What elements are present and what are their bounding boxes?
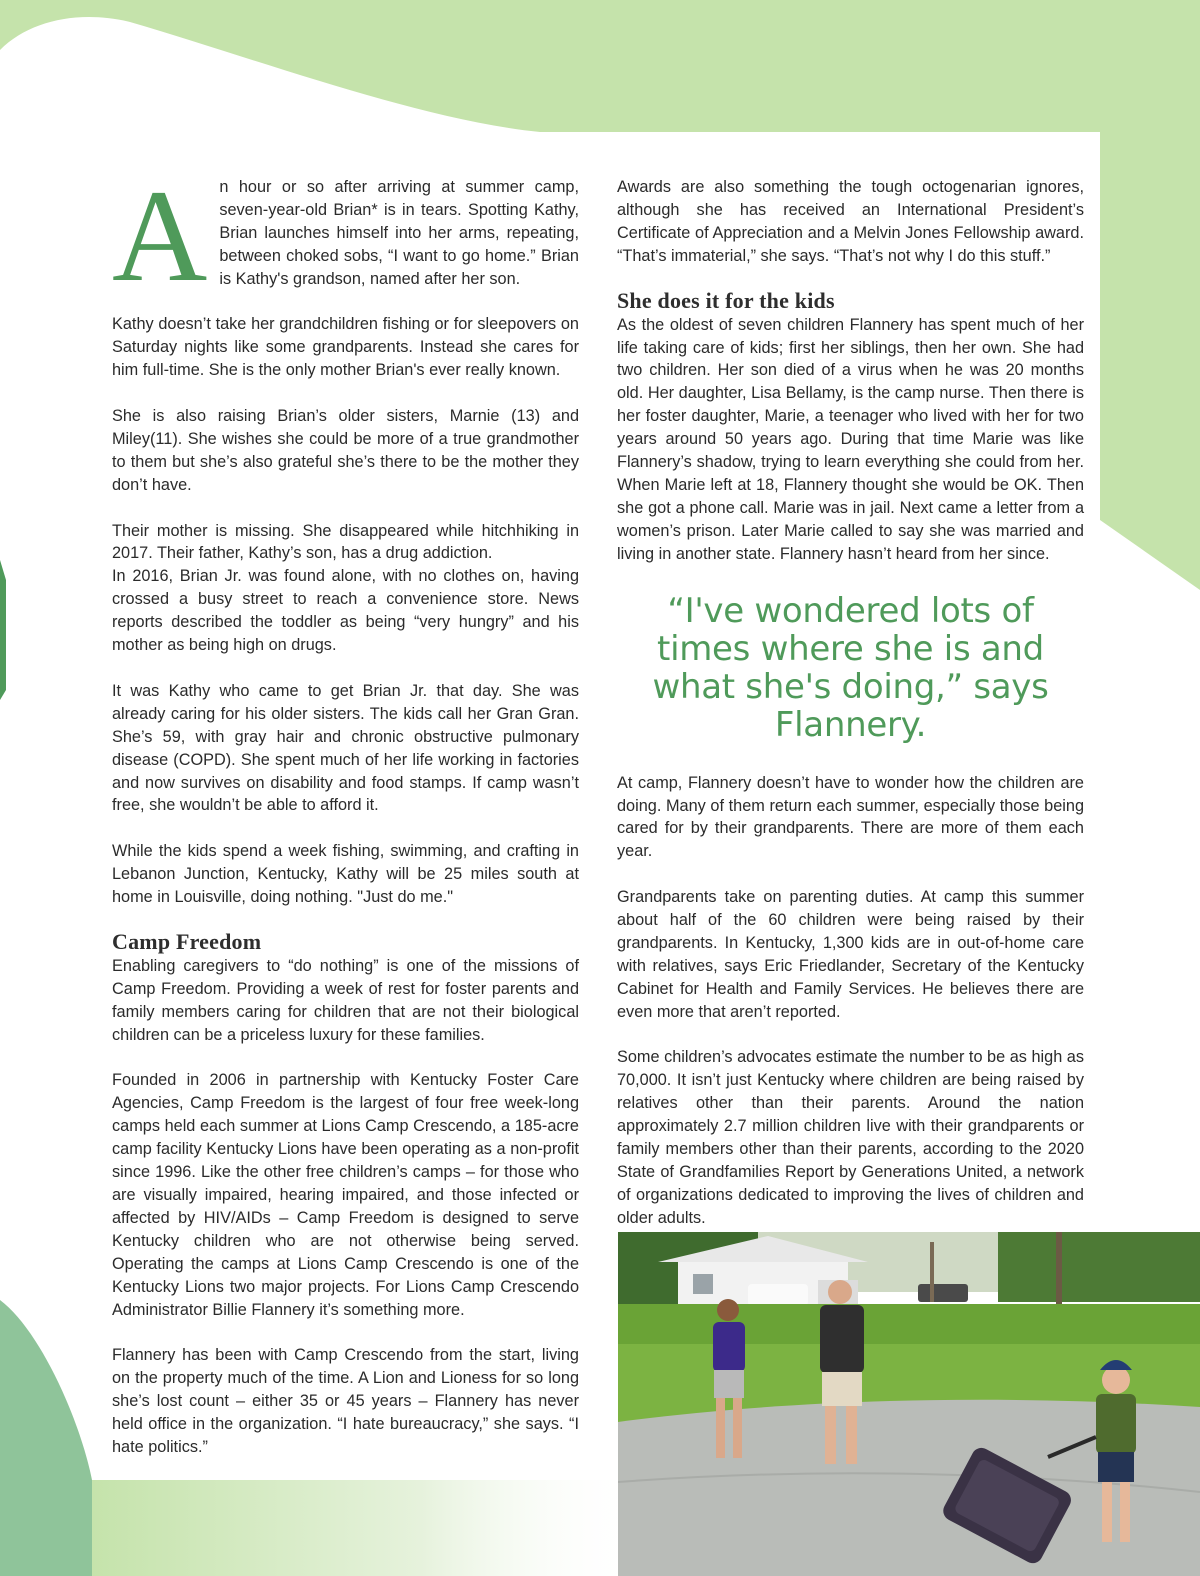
paragraph: Founded in 2006 in partnership with Kentucky Foster Care Agencies, Camp Freedom is the largest of four free week-long camps held each summer at Lions Camp Crescendo, a 185-acre camp facility Kentucky Lions have been operating as a non-profit since 1996. Like the other free children’s camps – for those who are visually impaired, hearing impaired, and those infected or affected by HIV/AIDs – Camp Freedom is designed to serve Kentucky children who are not otherwise being served. Operating the camps at Lions Camp Crescendo is one of the Kentucky Lions two major projects. For Lions Camp Crescendo Administrator Billie Flannery it’s something more. xyxy=(112,1071,579,1319)
paragraph: Flannery has been with Camp Crescendo from the start, living on the property much of the time. A Lion and Lioness for so long she’s lost count – either 35 or 45 years – Flannery has never held office in the organization. “I hate bureaucracy,” she says. “I hate politics.” xyxy=(112,1346,579,1456)
left-column xyxy=(112,162,579,1482)
paragraph: In 2016, Brian Jr. was found alone, with no clothes on, having crossed a busy street to reach a convenience store. News reports described the toddler as being “very hungry” and his mother as being high on drugs. xyxy=(112,567,579,655)
paragraph: Their mother is missing. She disappeared while hitchhiking in 2017. Their father, Kathy’s son, has a drug addiction. xyxy=(112,521,579,563)
paragraph: As the oldest of seven children Flannery has spent much of her life taking care of kids; first her siblings, then her own. She had two children. Her son died of a virus when he was 20 months old. Her daughter, Lisa Bellamy, is the camp nurse. Then there is her foster daughter, Marie, a teenager who lived with her for two years around 50 years ago. During that time Marie was like Flannery’s shadow, trying to learn everything she could from her. When Marie left at 18, Flannery thought she would be OK. Then she got a phone call. Marie was in jail. Next came a letter from a women’s prison. Later Marie called to say she was married and living in another state. Flannery hasn’t heard from her since. xyxy=(617,315,1084,563)
paragraph: Grandparents take on parenting duties. At camp this summer about half of the 60 children were being raised by their grandparents. In Kentucky, 1,300 kids are in out-of-home care with relatives, says Eric Friedlander, Secretary of the Kentucky Cabinet for Health and Family Services. He believes there are even more that aren’t reported. xyxy=(617,888,1084,1021)
intro-text: n hour or so after arriving at summer camp, seven-year-old Brian* is in tears. Spotting Kathy, Brian launches himself into her arms, repeating, between choked sobs, “I want to go home.” Brian is Kathy's grandson, named after her son. xyxy=(219,178,579,288)
paragraph: Kathy doesn’t take her grandchildren fishing or for sleepovers on Saturday nights like some grandparents. Instead she cares for him full-time. She is the only mother Brian's ever really known. xyxy=(112,315,579,380)
bottom-left-shape xyxy=(0,1300,92,1576)
camp-photo-illustration xyxy=(618,1232,1200,1576)
paragraph: She is also raising Brian’s older sisters, Marnie (13) and Miley(11). She wishes she could be more of a true grandmother to them but she’s also grateful she’s there to be the mother they don’t have. xyxy=(112,407,579,494)
left-edge-accent xyxy=(0,560,6,700)
camp-photo xyxy=(618,1232,1200,1576)
paragraph: Some children’s advocates estimate the number to be as high as 70,000. It isn’t just Kentucky where children are being raised by relatives other than their parents. Around the nation approximately 2.7 million children live with their grandparents or family members other than their parents, according to the 2020 State of Grandfamilies Report by Generations United, a network of organizations dedicated to improving the lives of children and older adults. xyxy=(617,1048,1084,1227)
paragraph: It was Kathy who came to get Brian Jr. that day. She was already caring for his older sisters. The kids call her Gran Gran. She’s 59, with gray hair and chronic obstructive pulmonary disease (COPD). She spent much of her life working in factories and now survives on disability and food stamps. If camp wasn’t free, she wouldn’t be able to afford it. xyxy=(112,681,579,815)
paragraph: At camp, Flannery doesn’t have to wonder how the children are doing. Many of them return each summer, especially those being cared for by their grandparents. There are more of them each year. xyxy=(617,773,1084,861)
right-column xyxy=(617,176,1084,1253)
paragraph: While the kids spend a week fishing, swimming, and crafting in Lebanon Junction, Kentucky, Kathy will be 25 miles south at home in Louisville, doing nothing. "Just do me." xyxy=(112,842,579,907)
bottom-fade-band xyxy=(92,1480,640,1576)
paragraph: Enabling caregivers to “do nothing” is one of the missions of Camp Freedom. Providing a week of rest for foster parents and family members caring for children that are not their biological children can be a priceless luxury for these families. xyxy=(112,956,579,1044)
paragraph: Awards are also something the tough octogenarian ignores, although she has received an International President’s Certificate of Appreciation and a Melvin Jones Fellowship award. “That’s immaterial,” she says. “That’s not why I do this stuff.” xyxy=(617,178,1084,265)
intro-paragraph xyxy=(112,162,579,309)
drop-cap: A xyxy=(112,162,208,309)
section-heading-camp-freedom: Camp Freedom xyxy=(112,928,262,954)
section-heading-kids: She does it for the kids xyxy=(617,287,835,313)
pull-quote: “I've wondered lots of times where she is and what she's doing,” says Flannery. xyxy=(652,590,1049,745)
